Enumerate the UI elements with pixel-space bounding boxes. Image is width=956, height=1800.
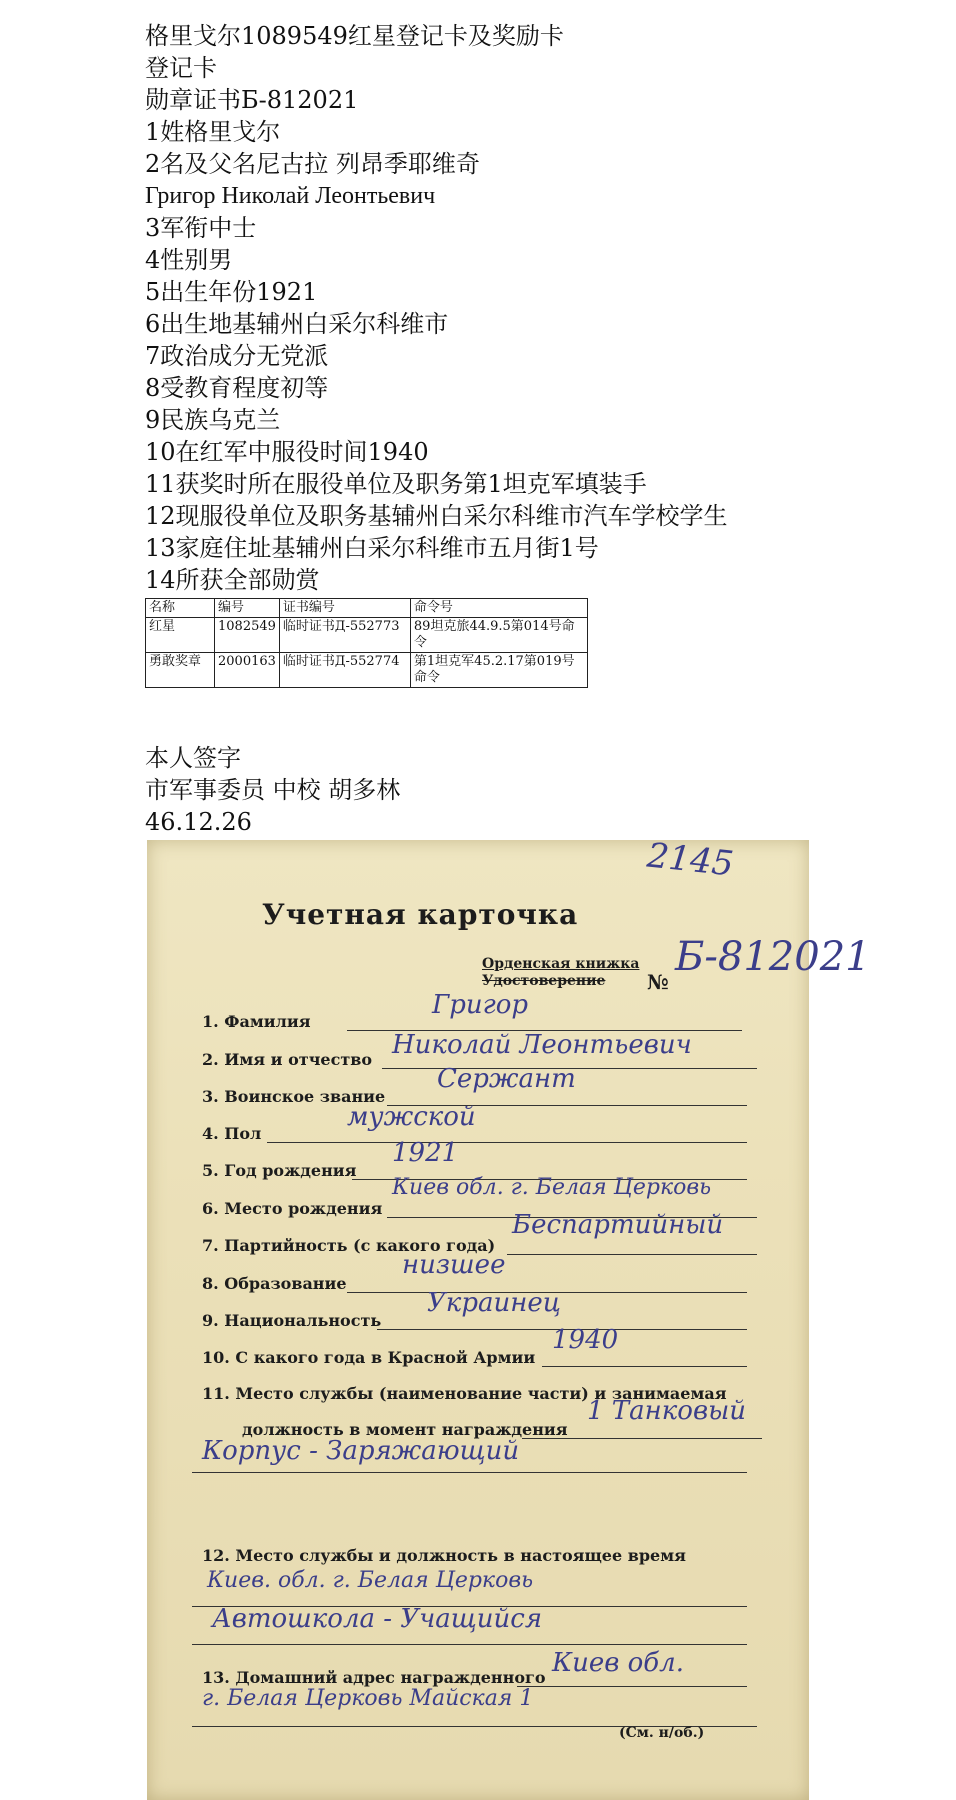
- card-field-label: 12. Место службы и должность в настоящее время: [202, 1546, 686, 1565]
- book-number: Б-812021: [675, 934, 871, 980]
- field-service-since: 10在红军中服役时间1940: [145, 438, 429, 466]
- card-field-handwritten-value: мужской: [347, 1102, 476, 1132]
- table-cell: 临时证书Д-552773: [279, 618, 410, 653]
- field-rank: 3军衔中士: [145, 214, 257, 242]
- field-birthplace: 6出生地基辅州白采尔科维市: [145, 310, 449, 338]
- card-field-rule: [192, 1472, 747, 1473]
- card-field-handwritten-value: Киев обл.: [552, 1648, 684, 1678]
- card-field-handwritten-value: Беспартийный: [512, 1210, 724, 1240]
- field-surname: 1姓格里戈尔: [145, 118, 281, 146]
- card-field-label: 1. Фамилия: [202, 1012, 311, 1031]
- card-field-handwritten-value: 1 Танковый: [587, 1396, 747, 1426]
- card-field-handwritten-value: Николай Леонтьевич: [392, 1030, 692, 1060]
- card-field-label: 13. Домашний адрес награжденного: [202, 1668, 546, 1687]
- field-unit-at-award: 11获奖时所在服役单位及职务第1坦克军填装手: [145, 470, 647, 498]
- header-cell: 命令号: [410, 599, 587, 618]
- field-current-unit: 12现服役单位及职务基辅州白采尔科维市汽车学校学生: [145, 502, 728, 530]
- table-cell: 红星: [146, 618, 215, 653]
- card-field-handwritten-value: Киев. обл. г. Белая Церковь: [207, 1568, 534, 1593]
- card-field-handwritten-value: Украинец: [427, 1288, 561, 1318]
- certificate-label: Удостоверение: [482, 973, 606, 989]
- card-field-label: должность в момент награждения: [242, 1420, 568, 1439]
- card-field-label: 8. Образование: [202, 1274, 347, 1293]
- card-field-rule: [267, 1142, 747, 1143]
- field-nationality: 9民族乌克兰: [145, 406, 281, 434]
- field-home-address: 13家庭住址基辅州白采尔科维市五月街1号: [145, 534, 599, 562]
- card-field-handwritten-value: 1940: [552, 1325, 619, 1355]
- card-field-label: 6. Место рождения: [202, 1199, 383, 1218]
- card-field-handwritten-value: 1921: [392, 1138, 459, 1168]
- header-cell: 名称: [146, 599, 215, 618]
- certificate-number: 勋章证书Б-812021: [145, 86, 359, 114]
- card-field-rule: [522, 1438, 762, 1439]
- card-corner-number: 2145: [645, 835, 736, 885]
- document-subtitle: 登记卡: [145, 54, 217, 82]
- number-sign: №: [647, 970, 669, 994]
- header-cell: 编号: [215, 599, 280, 618]
- table-cell: 89坦克旅44.9.5第014号命令: [410, 618, 587, 653]
- field-party: 7政治成分无党派: [145, 342, 329, 370]
- card-field-label: 2. Имя и отчество: [202, 1050, 373, 1069]
- signing-official: 市军事委员 中校 胡多林: [145, 776, 401, 804]
- card-field-handwritten-value: Киев обл. г. Белая Церковь: [392, 1175, 712, 1200]
- card-field-handwritten-value: Сержант: [437, 1064, 576, 1094]
- table-row: [146, 618, 588, 653]
- card-title: Учетная карточка: [262, 898, 579, 931]
- card-field-label: 5. Год рождения: [202, 1161, 357, 1180]
- translation-text: [145, 20, 925, 596]
- card-field-handwritten-value: Григор: [432, 990, 529, 1020]
- field-education: 8受教育程度初等: [145, 374, 329, 402]
- header-cell: 证书编号: [279, 599, 410, 618]
- signature-label: 本人签字: [145, 744, 241, 772]
- russian-full-name: Григор Николай Леонтьевич: [145, 183, 436, 209]
- document-title: 格里戈尔1089549红星登记卡及奖励卡: [145, 22, 564, 50]
- card-field-label: 10. С какого года в Красной Армии: [202, 1348, 536, 1367]
- card-field-rule: [192, 1644, 747, 1645]
- card-field-label: 7. Партийность (с какого года): [202, 1236, 496, 1255]
- scanned-registration-card: [147, 835, 871, 1800]
- see-reverse-note: (См. н/об.): [619, 1725, 705, 1741]
- card-field-rule: [517, 1686, 747, 1687]
- signature-block: [145, 742, 400, 838]
- card-field-rule: [542, 1366, 747, 1367]
- card-field-handwritten-value: г. Белая Церковь Майская 1: [202, 1686, 534, 1711]
- card-field-handwritten-value: Автошкола - Учащийся: [212, 1604, 543, 1634]
- field-name-patronymic: 2名及父名尼古拉 列昂季耶维奇: [145, 150, 480, 178]
- card-field-rule: [507, 1254, 757, 1255]
- card-field-label: 3. Воинское звание: [202, 1087, 386, 1106]
- card-field-label: 4. Пол: [202, 1124, 262, 1143]
- card-field-label: 11. Место службы (наименование части) и занимаемая: [202, 1384, 727, 1403]
- table-header-row: [146, 599, 588, 618]
- table-row: [146, 653, 588, 688]
- table-cell: 勇敢奖章: [146, 653, 215, 688]
- table-cell: 临时证书Д-552774: [279, 653, 410, 688]
- field-all-awards: 14所获全部勋赏: [145, 566, 320, 594]
- field-sex: 4性别男: [145, 246, 233, 274]
- table-cell: 1082549: [215, 618, 280, 653]
- signature-date: 46.12.26: [145, 808, 252, 836]
- table-cell: 第1坦克军45.2.17第019号命令: [410, 653, 587, 688]
- card-field-label: 9. Национальность: [202, 1311, 382, 1330]
- awards-table: [145, 598, 588, 688]
- card-field-handwritten-value: Корпус - Заряжающий: [202, 1436, 520, 1466]
- orden-book-label: Орденская книжка: [482, 956, 640, 972]
- field-birth-year: 5出生年份1921: [145, 278, 318, 306]
- table-cell: 2000163: [215, 653, 280, 688]
- card-field-handwritten-value: низшее: [402, 1250, 506, 1280]
